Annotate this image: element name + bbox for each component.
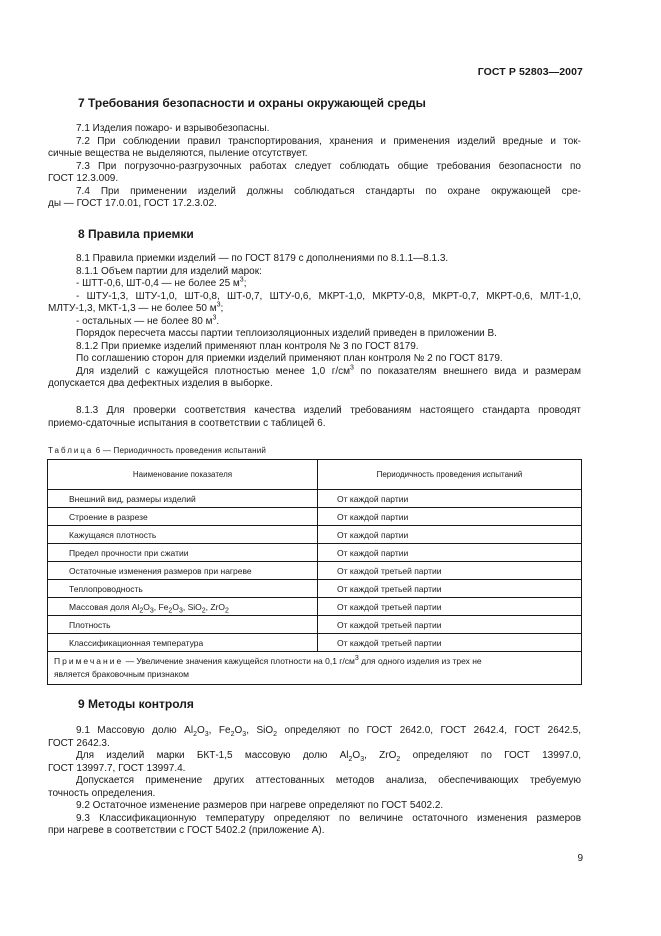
batch-item-1: - ШТТ-0,6, ШТ-0,4 — не более 25 $м^3$; [76, 276, 247, 289]
section-9-body [48, 725, 581, 838]
paragraph-8-1-1: 8.1.1 Объем партии для изделий марок: [76, 265, 262, 277]
paragraph-7-4-line2: ды — ГОСТ 17.0.01, ГОСТ 17.2.3.02. [48, 198, 217, 209]
paragraph-bkt-line2: ГОСТ 13997.7, ГОСТ 13997.4. [48, 762, 186, 774]
table-row: Остаточные изменения размеров при нагреве От каждой третьей партии [48, 562, 582, 580]
section-9-title: 9 Методы контроля [78, 697, 194, 711]
batch-item-2-line2: МЛТУ-1,3, МКТ-1,3 — не более 50 $м^3$; [48, 301, 224, 314]
table-row: Внешний вид, размеры изделий От каждой партии [48, 490, 582, 508]
batch-item-2-line1: - ШТУ-1,3, ШТУ-1,0, ШТ-0,8, ШТ-0,7, ШТУ-0,6, МКРТ-1,0, МКРТУ-0,8, МКРТ-0,7, МКРТ-0,6, МЛТ-1,0, [76, 290, 581, 302]
paragraph-8-1-3 [48, 405, 581, 430]
periodicity-table [47, 459, 582, 685]
table-row: Строение в разрезе От каждой партии [48, 508, 582, 526]
page-number: 9 [577, 853, 583, 864]
table-row: Плотность От каждой третьей партии [48, 616, 582, 634]
section-7-title: 7 Требования безопасности и охраны окружающей среды [78, 96, 426, 110]
table-row: Кажущаяся плотность От каждой партии [48, 526, 582, 544]
paragraph-9-3-line2: при нагреве в соответствии с ГОСТ 5402.2 (приложение А). [48, 825, 325, 836]
paragraph-7-1: 7.1 Изделия пожаро- и взрывобезопасны. [76, 123, 270, 134]
paragraph-7-3-line2: ГОСТ 12.3.009. [48, 173, 119, 184]
paragraph-8-1-3-line2: приемо-сдаточные испытания в соответствии с таблицей 6. [48, 417, 326, 429]
paragraph-8-1-3-line1: 8.1.3 Для проверки соответствия качества изделий требованиям настоящего стандарта проводят [76, 405, 581, 416]
section-7-body [48, 123, 581, 211]
paragraph-7-2-line2: сичные вещества не выделяются, пыление отсутствует. [48, 148, 308, 159]
paragraph-bkt-line1: Для изделий марки БКТ-1,5 массовую долю $Al_2O_3$, ZrO$_2$ определяют по ГОСТ 13997.0, [76, 750, 581, 763]
paragraph-recalc: Порядок пересчета массы партии теплоизоляционных изделий приведен в приложении В. [76, 328, 497, 339]
table-row: Массовая доля $Al_2O_3$, $Fe_2O_3$, SiO$_2$, ZrO$_2$ От каждой третьей партии [48, 598, 582, 616]
paragraph-9-3-line1: 9.3 Классификационную температуру определяют по величине остаточного изменения размеров [76, 812, 581, 824]
paragraph-8-1: 8.1 Правила приемки изделий — по ГОСТ 8179 с дополнениями по 8.1.1—8.1.3. [76, 253, 449, 264]
section-8-body [48, 253, 581, 391]
paragraph-7-3-line1: 7.3 При погрузочно-разгрузочных работах следует соблюдать общие требования безопасности по [76, 160, 581, 172]
paragraph-density-line2: допускается два дефектных изделия в выборке. [48, 378, 273, 389]
paragraph-8-1-2: 8.1.2 При приемке изделий применяют план контроля № 3 по ГОСТ 8179. [76, 340, 419, 352]
document-id: ГОСТ Р 52803—2007 [477, 66, 583, 78]
paragraph-9-2: 9.2 Остаточное изменение размеров при нагреве определяют по ГОСТ 5402.2. [76, 800, 444, 811]
paragraph-methods-line1: Допускается применение других аттестованных методов анализа, обеспечивающих требуемую [76, 775, 581, 786]
table-note-row [48, 652, 582, 685]
column-header-periodicity: Периодичность проведения испытаний [318, 460, 582, 490]
table-note: Примечание — Увеличение значения кажущейся плотности на 0,1 $г/см^3$ для одного изделия из трех не является браковочным признаком [48, 652, 582, 685]
paragraph-7-4-line1: 7.4 При применении изделий должны соблюдаться стандарты по охране окружающей сре- [76, 185, 581, 197]
table-row: Классификационная температура От каждой третьей партии [48, 634, 582, 652]
section-8-title: 8 Правила приемки [78, 227, 194, 241]
batch-item-3: - остальных — не более 80 $м^3$. [76, 314, 220, 327]
paragraph-9-1-line2: ГОСТ 2642.3. [48, 737, 110, 749]
table-row: Теплопроводность От каждой третьей партии [48, 580, 582, 598]
table-caption: Таблица 6 — Периодичность проведения испытаний [48, 446, 267, 455]
paragraph-agreement: По соглашению сторон для приемки изделий применяют план контроля № 2 по ГОСТ 8179. [76, 353, 503, 364]
paragraph-density-line1: Для изделий с кажущейся плотностью менее 1,0 $г/см^3$ по показателям внешнего вида и размерам [76, 364, 581, 377]
paragraph-methods-line2: точность определения. [48, 787, 156, 799]
paragraph-7-2-line1: 7.2 При соблюдении правил транспортирования, хранения и применения изделий вредные и ток- [76, 135, 581, 147]
table-row: Предел прочности при сжатии От каждой партии [48, 544, 582, 562]
column-header-indicator: Наименование показателя [48, 460, 318, 490]
paragraph-9-1-line1: 9.1 Массовую долю $Al_2O_3$, $Fe_2O_3$, SiO$_2$ определяют по ГОСТ 2642.0, ГОСТ 2642.4, ГОСТ 2642.5, [76, 725, 582, 738]
